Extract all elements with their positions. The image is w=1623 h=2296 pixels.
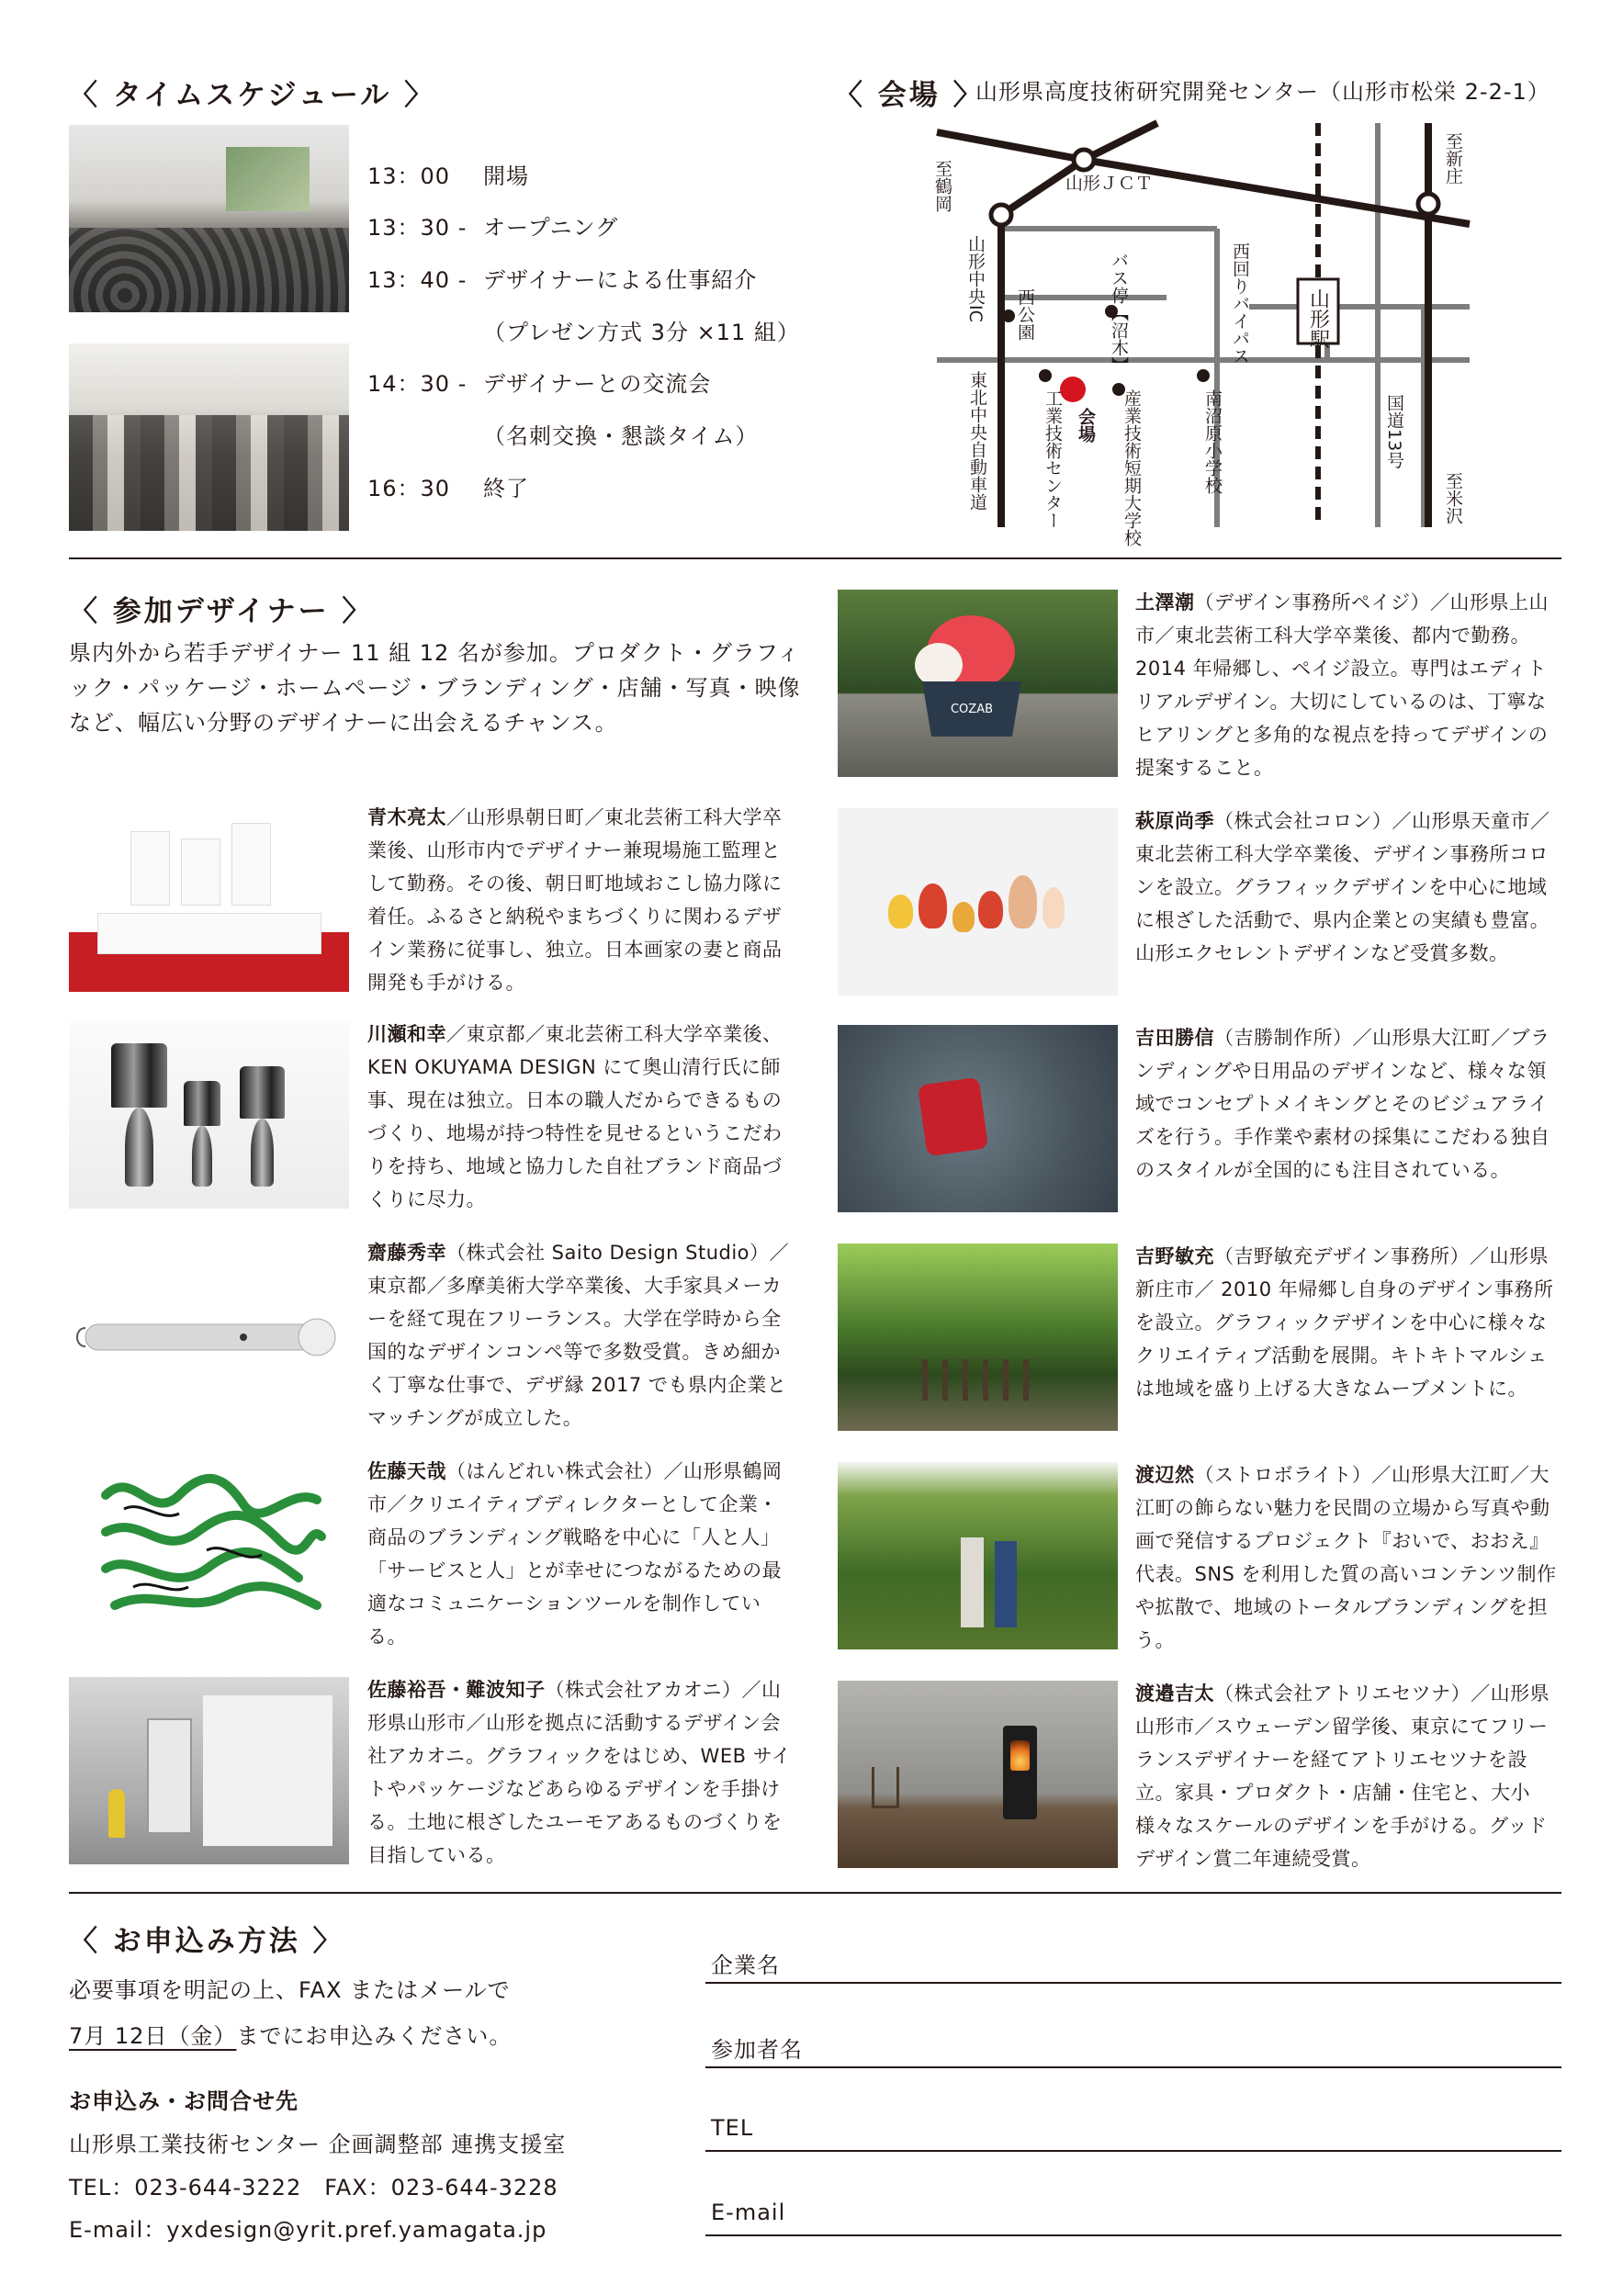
networking-photo	[69, 343, 349, 531]
lanyard	[77, 1328, 85, 1346]
designer-yoshida: 吉田勝信（吉勝制作所）／山形県大江町／ブランディングや日用品のデザインなど、様々な領域でコンセプトメイキングとそのビジュアライズを行う。手作業や素材の採集にこだわる独自のスタイルが全国的にも注目されている。	[1135, 1027, 1550, 1181]
flashlight-button	[240, 1334, 247, 1341]
ic-marker	[991, 205, 1011, 225]
designer-tsuchisawa: 土澤潮（デザイン事務所ペイジ）／山形県上山市／東北芸術工科大学卒業後、都内で勤務。2014 年帰郷し、ペイジ設立。専門はエディトリアルデザイン。大切にしているのは、丁寧なヒアリングと多角的な視点を持ってデザインの提案すること。	[1135, 591, 1550, 779]
designer-aoki: 青木亮太／山形県朝日町／東北芸術工科大学卒業後、山形市内でデザイナー兼現場施工監理として勤務。その後、朝日町地域おこし協力隊に着任。ふるさと納税やまちづくりに関わるデザイン業務に従事し、独立。日本画家の妻と商品開発も手がける。	[367, 806, 783, 994]
apply-line2: 7月 12日（金）までにお申込みください。	[69, 2023, 513, 2049]
map-label-venue: 会場	[1076, 408, 1096, 443]
doll	[1043, 887, 1065, 929]
map-label-route13: 国道13号	[1384, 394, 1404, 469]
product-tray	[97, 913, 321, 954]
doll	[919, 884, 947, 929]
watanabe-photo	[838, 1462, 1118, 1649]
designers-intro: 県内外から若手デザイナー 11 組 12 名が参加。プロダクト・グラフィック・パッケージ・ホームページ・ブランディング・店舗・写真・映像など、幅広い分野のデザイナーに出会えるチャンス。	[69, 640, 801, 736]
flashlight-body	[85, 1324, 315, 1350]
map-label-nishi-koen: 西公園	[1015, 288, 1035, 341]
deadline-date: 7月 12日（金）	[69, 2023, 237, 2049]
divider	[69, 1892, 1561, 1894]
schedule-title: 〈 タイムスケジュール 〉	[69, 79, 436, 112]
map-label-tsuruoka: 至鶴岡	[932, 160, 952, 212]
apply-line1: 必要事項を明記の上、FAX またはメールで	[69, 1977, 511, 2003]
contact-org: 山形県工業技術センター 企画調整部 連携支援室	[69, 2132, 567, 2157]
junction-marker	[1418, 194, 1438, 214]
product-box	[231, 823, 271, 906]
person	[995, 1541, 1017, 1627]
watanabe-kichita-photo	[838, 1681, 1118, 1868]
doll	[1009, 875, 1037, 928]
map-label-station: 山形駅	[1306, 288, 1330, 349]
chair	[872, 1767, 900, 1808]
doll	[888, 895, 913, 929]
building	[203, 1695, 332, 1845]
map-label-center: 工業技術センター	[1043, 389, 1063, 529]
map-label-expressway: 東北中央自動車道	[967, 371, 987, 511]
designer-yoshino: 吉野敏充（吉野敏充デザイン事務所）／山形県新庄市／ 2010 年帰郷し自身のデザイン事務所を設立。グラフィックデザインを中心に様々なクリエイティブ活動を展開。キトキトマルシェは地域を盛り上げる大きなムーブメントに。	[1135, 1245, 1554, 1400]
map-highway	[937, 132, 1470, 224]
center-dot	[1039, 369, 1052, 382]
contact-tel-fax: TEL：023-644-3222 FAX：023-644-3228	[69, 2175, 558, 2200]
schedule-item: 14：30 - デザイナーとの交流会	[367, 371, 712, 397]
product-box	[181, 838, 220, 906]
cup-brand: COZAB	[950, 703, 994, 716]
schedule-item: （名刺交換・懇談タイム）	[483, 423, 759, 449]
map-label-jct: 山形ＪＣＴ	[1065, 174, 1154, 194]
lamp-base	[251, 1119, 273, 1186]
school-dot	[1197, 369, 1210, 382]
map-label-college: 産業技術短期大学校	[1121, 389, 1142, 546]
venue-marker	[1060, 377, 1086, 402]
playground	[922, 1359, 1034, 1401]
akaoni-photo	[69, 1677, 349, 1864]
child	[108, 1789, 125, 1838]
doll	[952, 902, 975, 932]
shaved-ice-white	[915, 643, 963, 687]
sato-photo	[69, 1458, 349, 1646]
product-box	[130, 831, 170, 906]
crowd	[69, 415, 349, 531]
yoshino-photo	[838, 1244, 1118, 1431]
schedule-item: 16：30 終了	[367, 476, 529, 501]
hagiwara-photo	[838, 808, 1118, 996]
seminar-photo	[69, 125, 349, 312]
designer-akaoni: 佐藤裕吾・難波知子（株式会社アカオニ）／山形県山形市／山形を拠点に活動するデザイン会社アカオニ。グラフィックをはじめ、WEB サイトやパッケージなどあらゆるデザインを手掛ける。土地に根ざしたユーモアあるものづくりを目指している。	[367, 1679, 792, 1866]
map-label-bypass: 西回りバイパス	[1230, 242, 1250, 365]
pellet-stove	[1003, 1726, 1037, 1819]
email-field[interactable]: E-mail	[705, 2200, 1561, 2236]
vending-machine	[147, 1718, 192, 1834]
nishi-koen-dot	[1002, 310, 1015, 322]
lamp-base	[192, 1126, 211, 1186]
person	[961, 1537, 983, 1627]
jct-marker	[1074, 150, 1094, 170]
flashlight-head	[299, 1319, 335, 1356]
map-label-shinjo: 至新庄	[1443, 132, 1463, 185]
schedule-item: 13：30 - オープニング	[367, 215, 619, 241]
map-label-school: 南沼原小学校	[1202, 389, 1223, 494]
map-label-bus-stop: バス停【沼木】	[1109, 252, 1129, 374]
apply-instructions	[69, 1967, 512, 2059]
lamp-base	[125, 1108, 153, 1187]
schedule-item: （プレゼン方式 3分 ×11 組）	[483, 320, 800, 345]
saito-photo	[69, 1240, 349, 1427]
venue-map	[932, 123, 1470, 546]
company-field[interactable]: 企業名	[705, 1947, 1561, 1984]
stove-fire	[1010, 1740, 1030, 1771]
contact-email: E-mail：yxdesign@yrit.pref.yamagata.jp	[69, 2217, 547, 2243]
designer-watanabe-zen: 渡辺然（ストロボライト）／山形県大江町／大江町の飾らない魅力を民間の立場から写真や動画で発信するプロジェクト『おいで、おおえ』代表。SNS を利用した質の高いコンテンツ制作や拡散で、地域のトータルブランディングを担う。	[1135, 1464, 1557, 1651]
designer-sato-tenya: 佐藤天哉（はんどれい株式会社）／山形県鶴岡市／クリエイティブディレクターとして企業・商品のブランディング戦略を中心に「人と人」「サービスと人」とが幸せにつながるための最適なコミュニケーションツールを制作している。	[367, 1460, 783, 1648]
kawase-photo	[69, 1021, 349, 1209]
audience	[69, 228, 349, 312]
lamp-shade	[184, 1081, 220, 1126]
designers-title: 〈 参加デザイナー 〉	[69, 595, 374, 628]
yoshida-photo	[838, 1025, 1118, 1212]
participant-field[interactable]: 参加者名	[705, 2032, 1561, 2068]
contact-heading: お申込み・お問合せ先	[69, 2088, 299, 2114]
designer-kawase: 川瀬和幸／東京都／東北芸術工科大学卒業後、KEN OKUYAMA DESIGN にて奥山清行氏に師事、現在は独立。日本の職人だからできるものづくり、地場が持つ特性を見せるというこだわりを持ち、地域と協力した自社ブランド商品づくりに尽力。	[367, 1023, 783, 1210]
designer-hagiwara: 萩原尚季（株式会社コロン）／山形県天童市／東北芸術工科大学卒業後、デザイン事務所コロンを設立。グラフィックデザインを中心に地域に根ざした活動で、県内企業との実績も豊富。山形エクセレントデザインなど受賞多数。	[1135, 810, 1550, 964]
designer-saito: 齋藤秀幸（株式会社 Saito Design Studio）／東京都／多摩美術大学卒業後、大手家具メーカーを経て現在フリーランス。大学在学時から全国的なデザインコンペ等で多数受賞。きめ細かく丁寧な仕事で、デザ縁 2017 でも県内企業とマッチングが成立した。	[367, 1242, 790, 1429]
divider	[69, 557, 1561, 559]
venue-title: 〈 会場 〉	[834, 79, 985, 112]
apply-title: 〈 お申込み方法 〉	[69, 1925, 344, 1958]
schedule-item: 13：40 - デザイナーによる仕事紹介	[367, 267, 758, 293]
tel-field[interactable]: TEL	[705, 2115, 1561, 2152]
venue-address: 山形県高度技術研究開発センター（山形市松栄 2-2-1）	[975, 79, 1550, 105]
lamp-shade	[111, 1043, 167, 1107]
lamp-shade	[240, 1066, 285, 1119]
schedule-item: 13：00 開場	[367, 163, 529, 189]
projector-screen	[226, 147, 310, 210]
doll	[978, 891, 1003, 929]
red-tag	[917, 1077, 987, 1156]
map-label-ic: 山形中央IC	[965, 235, 986, 322]
aoki-photo	[69, 805, 349, 992]
tsuchisawa-photo	[838, 590, 1118, 777]
map-label-yonezawa: 至米沢	[1443, 472, 1463, 524]
designer-watanabe-kichita: 渡邉吉太（株式会社アトリエセツナ）／山形県山形市／スウェーデン留学後、東京にてフリーランスデザイナーを経てアトリエセツナを設立。家具・プロダクト・店舗・住宅と、大小様々なスケールのデザインを手がける。グッドデザイン賞二年連続受賞。	[1135, 1683, 1550, 1870]
